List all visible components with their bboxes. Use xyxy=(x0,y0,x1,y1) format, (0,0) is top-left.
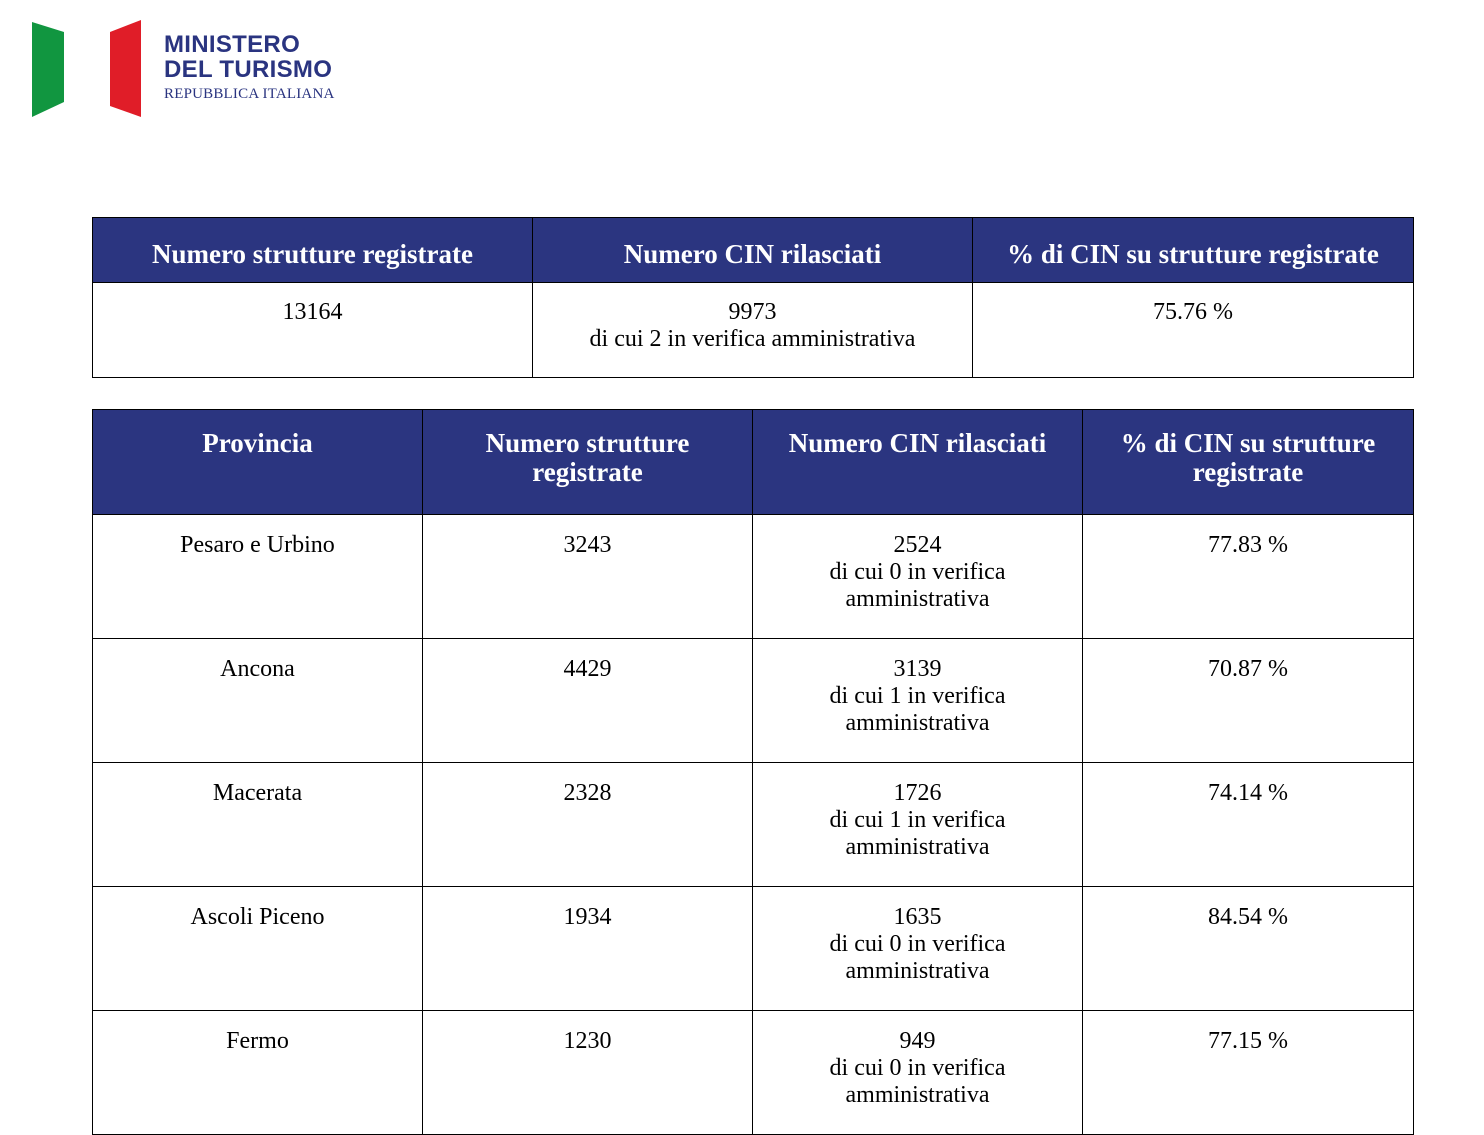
header-numero-strutture-line1: Numero strutture xyxy=(485,428,690,458)
province-name: Macerata xyxy=(93,763,423,887)
table-row xyxy=(93,639,1414,763)
table-row xyxy=(93,763,1414,887)
province-cin-value: 1635 xyxy=(893,904,942,930)
header-numero-strutture xyxy=(423,410,753,515)
province-cin-value: 1726 xyxy=(893,780,942,806)
table-row xyxy=(93,887,1414,1011)
summary-cin-cell xyxy=(533,283,973,378)
province-cin-note: di cui 0 in verifica xyxy=(829,931,1006,957)
province-header-row xyxy=(93,410,1414,515)
province-registered: 4429 xyxy=(423,639,753,763)
province-cin-note-2: amministrativa xyxy=(845,1082,990,1108)
header-percentage: % di CIN su strutture registrate xyxy=(973,218,1414,283)
province-table xyxy=(92,409,1414,1135)
province-cin-value: 3139 xyxy=(893,656,942,682)
province-cin-cell xyxy=(753,515,1083,639)
province-cin-cell xyxy=(753,1011,1083,1135)
province-cin-note: di cui 0 in verifica xyxy=(829,1055,1006,1081)
province-percentage: 77.83 % xyxy=(1083,515,1414,639)
header-numero-cin: Numero CIN rilasciati xyxy=(753,410,1083,515)
province-cin-note-2: amministrativa xyxy=(845,958,990,984)
ministry-logo xyxy=(30,18,370,123)
province-body xyxy=(93,515,1414,1135)
province-cin-note: di cui 1 in verifica xyxy=(829,683,1006,709)
header-percent-cin xyxy=(1083,410,1414,515)
header-percent-cin-line2: registrate xyxy=(1192,457,1304,487)
province-percentage: 77.15 % xyxy=(1083,1011,1414,1135)
table-row xyxy=(93,1011,1414,1135)
province-cin-note-2: amministrativa xyxy=(845,834,990,860)
header-cin-issued: Numero CIN rilasciati xyxy=(533,218,973,283)
province-name: Fermo xyxy=(93,1011,423,1135)
province-cin-cell xyxy=(753,763,1083,887)
header-numero-strutture-line2: registrate xyxy=(532,457,643,487)
logo-del-turismo: DEL TURISMO xyxy=(164,56,333,83)
summary-table xyxy=(92,217,1414,378)
summary-cin-value: 9973 xyxy=(728,299,777,325)
logo-wordmark xyxy=(164,32,335,104)
header-provincia: Provincia xyxy=(93,410,423,515)
italian-flag-icon xyxy=(30,18,150,123)
logo-repubblica: REPUBBLICA ITALIANA xyxy=(164,86,335,102)
province-cin-cell xyxy=(753,887,1083,1011)
header-percent-cin-line1: % di CIN su strutture xyxy=(1120,428,1376,458)
table-row xyxy=(93,515,1414,639)
logo-ministero: MINISTERO xyxy=(164,31,301,58)
province-cin-value: 949 xyxy=(899,1028,936,1054)
summary-percentage: 75.76 % xyxy=(973,283,1414,378)
province-percentage: 84.54 % xyxy=(1083,887,1414,1011)
province-name: Pesaro e Urbino xyxy=(93,515,423,639)
province-name: Ancona xyxy=(93,639,423,763)
province-registered: 2328 xyxy=(423,763,753,887)
province-registered: 1934 xyxy=(423,887,753,1011)
summary-cin-note: di cui 2 in verifica amministrativa xyxy=(589,326,916,352)
summary-row xyxy=(93,283,1414,378)
province-registered: 1230 xyxy=(423,1011,753,1135)
province-cin-note: di cui 1 in verifica xyxy=(829,807,1006,833)
province-percentage: 74.14 % xyxy=(1083,763,1414,887)
summary-header-row xyxy=(93,218,1414,283)
header-registered: Numero strutture registrate xyxy=(93,218,533,283)
province-name: Ascoli Piceno xyxy=(93,887,423,1011)
summary-registered: 13164 xyxy=(93,283,533,378)
province-registered: 3243 xyxy=(423,515,753,639)
province-percentage: 70.87 % xyxy=(1083,639,1414,763)
province-cin-value: 2524 xyxy=(893,532,942,558)
province-cin-note-2: amministrativa xyxy=(845,710,990,736)
province-cin-note-2: amministrativa xyxy=(845,586,990,612)
province-cin-note: di cui 0 in verifica xyxy=(829,559,1006,585)
province-cin-cell xyxy=(753,639,1083,763)
